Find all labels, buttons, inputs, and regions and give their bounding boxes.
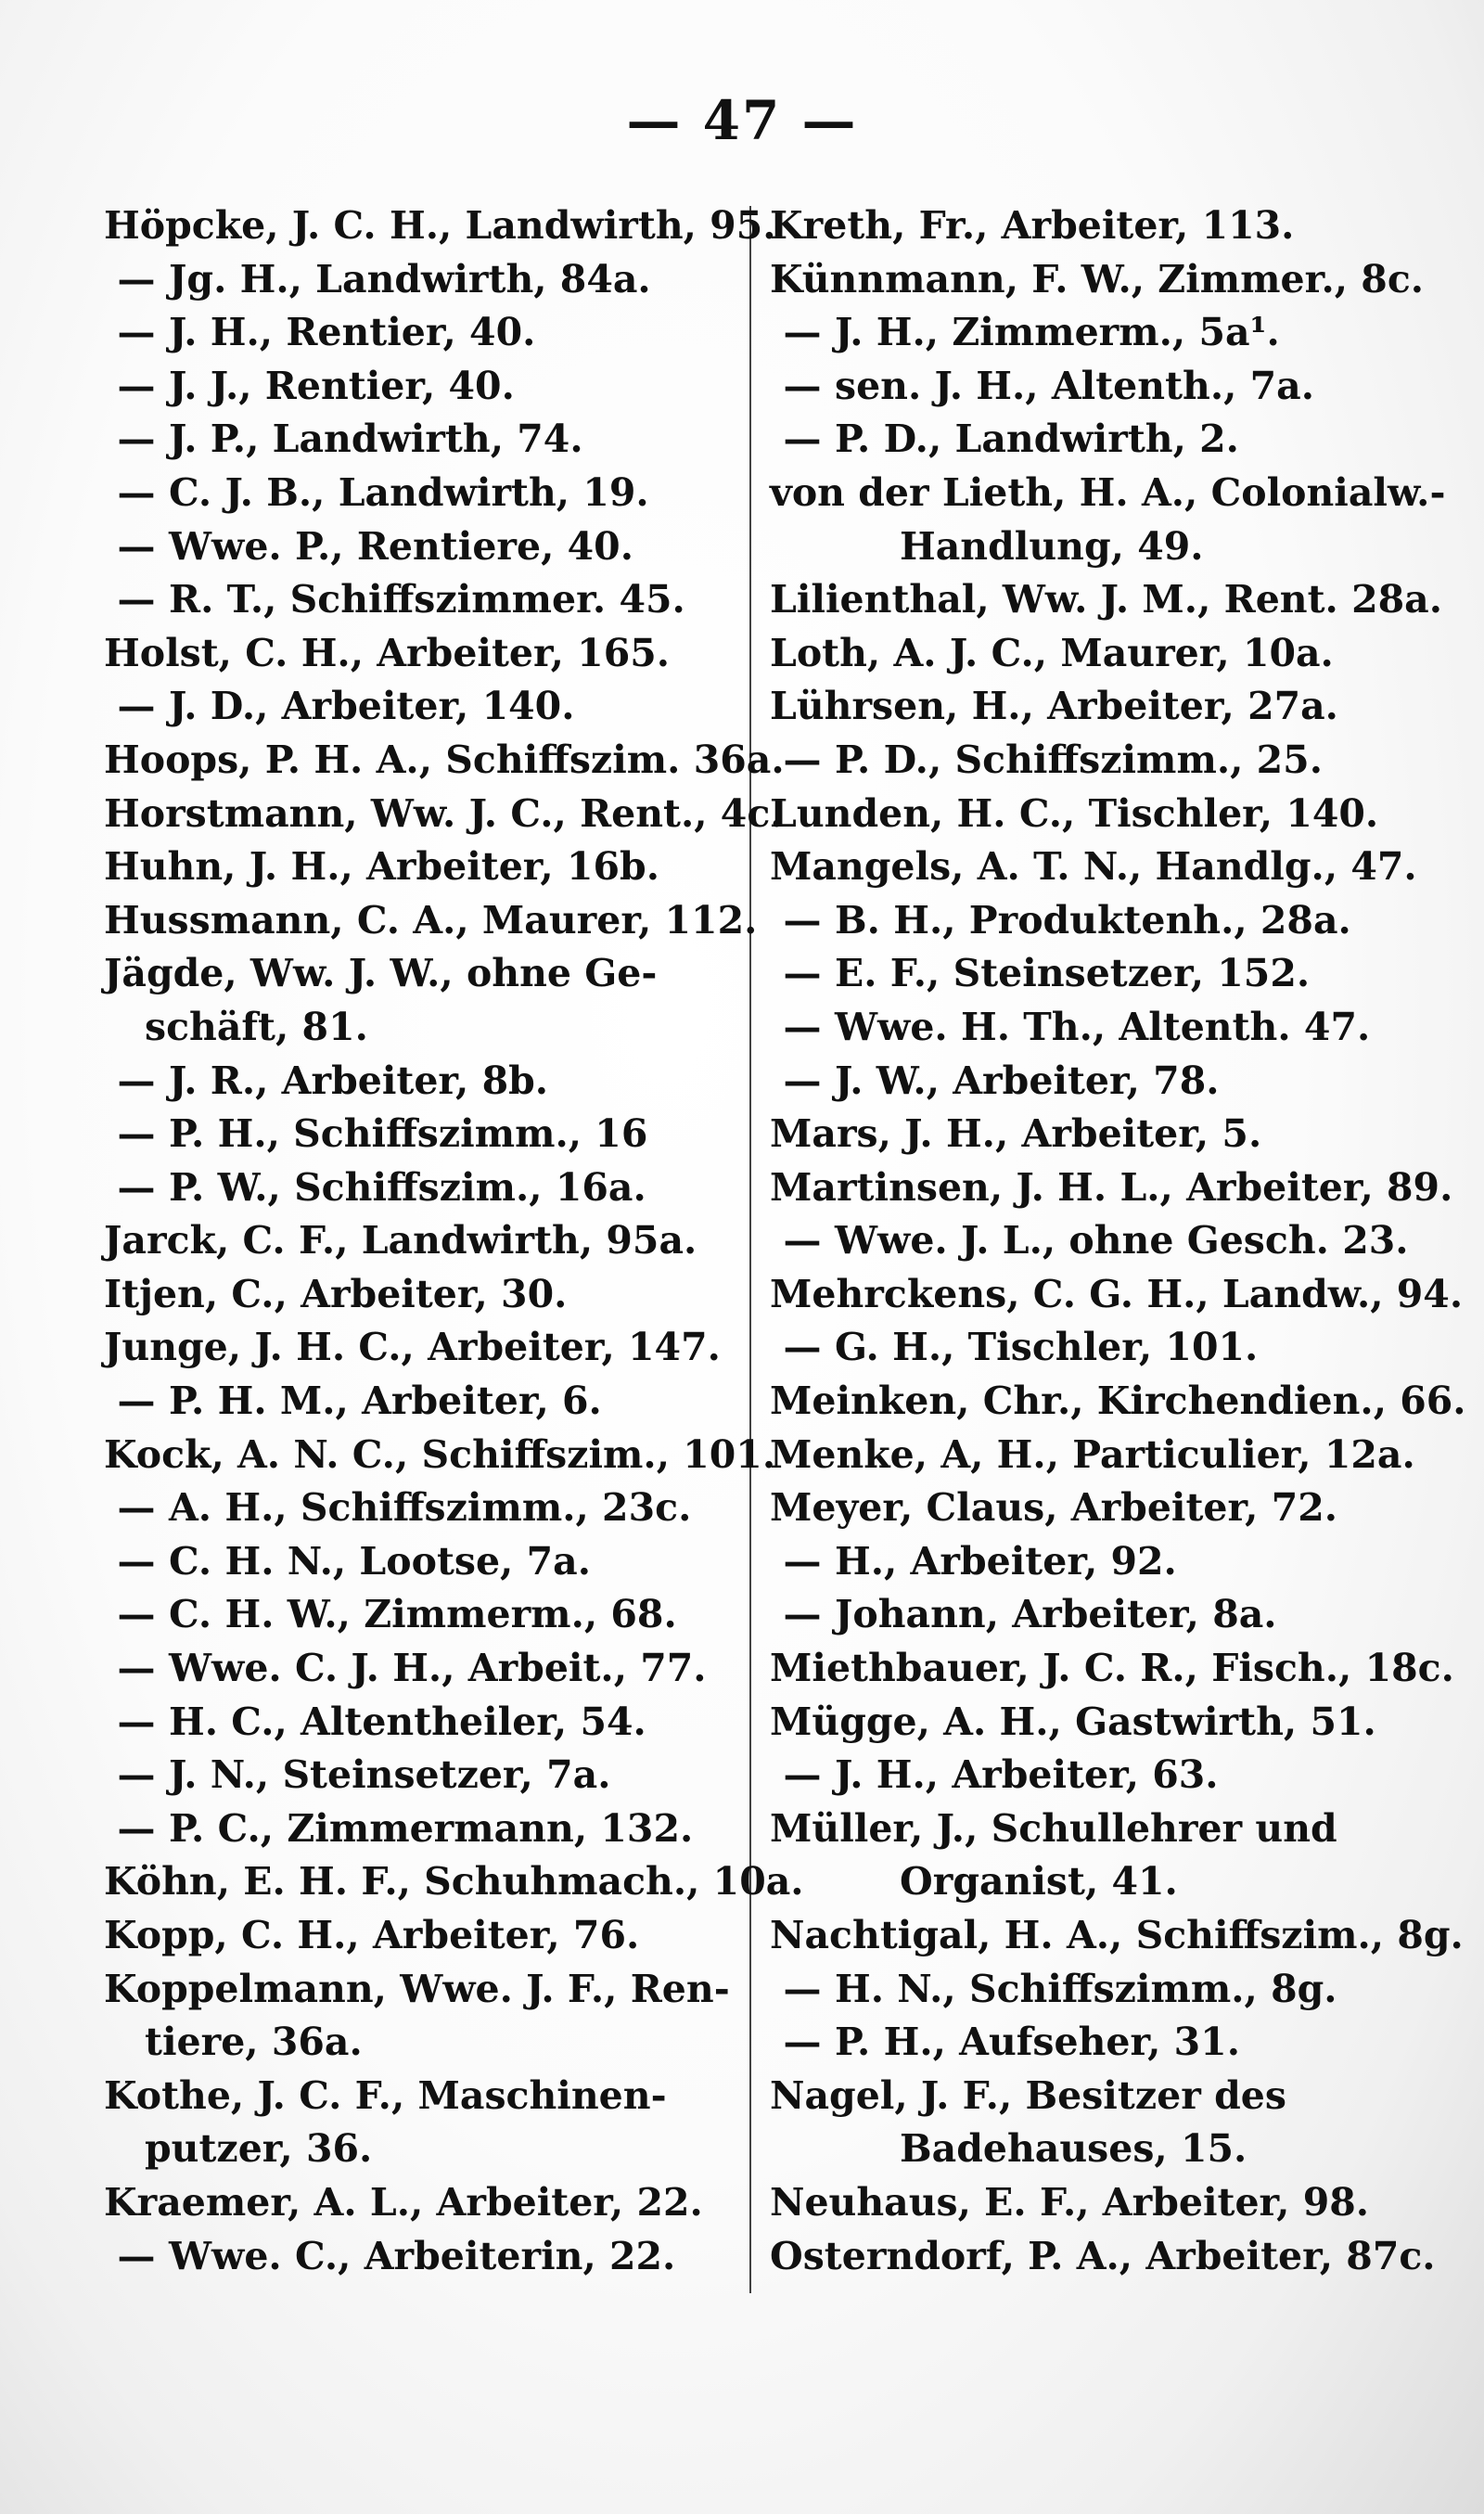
entry-text: Lilienthal, Ww. J. M., Rent. 28a. <box>770 577 1442 622</box>
entry-text: Itjen, C., Arbeiter, 30. <box>104 1271 568 1316</box>
page-number: — 47 — <box>626 89 858 152</box>
entry-text: Koppelmann, Wwe. J. F., Ren- <box>104 1966 730 2011</box>
directory-entry <box>770 1429 1419 1482</box>
directory-entry <box>770 2176 1419 2230</box>
entry-text: R. T., Schiffszimmer. 45. <box>169 577 685 622</box>
entry-text: Hussmann, C. A., Maurer, 112. <box>104 897 758 943</box>
directory-entry <box>770 2016 1419 2070</box>
entry-text: Mangels, A. T. N., Handlg., 47. <box>770 844 1417 890</box>
directory-entry <box>104 894 758 948</box>
ditto-dash: — <box>783 310 822 355</box>
directory-entry <box>104 947 735 1001</box>
directory-entry <box>770 894 1419 948</box>
directory-entry <box>770 1268 1464 1322</box>
entry-text: Kraemer, A. L., Arbeiter, 22. <box>104 2179 703 2225</box>
directory-entry <box>104 1642 735 1696</box>
ditto-dash: — <box>783 1058 822 1103</box>
entry-text: P. H. M., Arbeiter, 6. <box>169 1379 602 1424</box>
directory-entry <box>104 1802 735 1856</box>
entry-text: Mars, J. H., Arbeiter, 5. <box>770 1111 1262 1157</box>
entry-text: putzer, 36. <box>145 2126 373 2172</box>
directory-entry <box>104 306 735 360</box>
directory-entry <box>770 1375 1466 1429</box>
entry-text: Handlung, 49. <box>900 523 1204 569</box>
entry-text: Lunden, H. C., Tischler, 140. <box>770 790 1379 836</box>
ditto-dash: — <box>117 310 156 355</box>
ditto-dash: — <box>117 469 156 515</box>
directory-entry <box>770 947 1419 1001</box>
entry-text: Nagel, J. F., Besitzer des <box>770 2072 1286 2118</box>
directory-entry <box>104 1429 776 1482</box>
directory-entry <box>770 360 1419 414</box>
entry-text: schäft, 81. <box>145 1004 368 1049</box>
entry-text: Kothe, J. C. F., Maschinen- <box>104 2072 667 2118</box>
directory-entry <box>104 1214 735 1268</box>
ditto-dash: — <box>783 417 822 462</box>
directory-entry <box>770 1963 1419 2017</box>
entry-text: Meinken, Chr., Kirchendien., 66. <box>770 1379 1466 1424</box>
ditto-dash: — <box>117 417 156 462</box>
directory-entry <box>104 1161 735 1215</box>
directory-entry <box>104 467 735 520</box>
entry-text: J. H., Arbeiter, 63. <box>835 1752 1219 1798</box>
directory-entry <box>104 1855 804 1909</box>
entry-text: P. C., Zimmermann, 132. <box>169 1805 694 1851</box>
directory-entry <box>104 1375 735 1429</box>
ditto-dash: — <box>783 1325 822 1370</box>
directory-entry <box>770 1642 1454 1696</box>
directory-entry <box>770 734 1419 788</box>
entry-text: Osterndorf, P. A., Arbeiter, 87c. <box>770 2233 1436 2278</box>
directory-entry <box>104 840 735 894</box>
directory-entry <box>104 2176 735 2230</box>
ditto-dash: — <box>783 1004 822 1049</box>
ditto-dash: — <box>117 1111 156 1157</box>
ditto-dash: — <box>117 523 156 569</box>
entry-text: Kock, A. N. C., Schiffszim., 101. <box>104 1431 776 1477</box>
directory-entry <box>104 520 735 574</box>
entry-text: P. W., Schiffszim., 16a. <box>169 1164 646 1210</box>
ditto-dash: — <box>783 1752 822 1798</box>
directory-entry <box>104 1588 735 1642</box>
directory-entry <box>770 467 1446 520</box>
directory-entry <box>770 788 1419 841</box>
entry-text: Lührsen, H., Arbeiter, 27a. <box>770 684 1338 729</box>
directory-entry <box>104 253 735 307</box>
entry-text: Hoops, P. H. A., Schiffszim. 36a. <box>104 737 785 782</box>
entry-text: Müller, J., Schullehrer und <box>770 1805 1337 1851</box>
entry-text: E. F., Steinsetzer, 152. <box>835 951 1311 996</box>
directory-entry <box>104 2230 735 2284</box>
ditto-dash: — <box>783 737 822 782</box>
directory-entry <box>104 734 785 788</box>
entry-text: Organist, 41. <box>900 1859 1178 1905</box>
directory-entry <box>770 413 1419 467</box>
entry-text: Neuhaus, E. F., Arbeiter, 98. <box>770 2179 1370 2225</box>
entry-text: J. P., Landwirth, 74. <box>169 417 583 462</box>
ditto-dash: — <box>117 256 156 301</box>
ditto-dash: — <box>117 684 156 729</box>
entry-text: Künnmann, F. W., Zimmer., 8c. <box>770 256 1425 301</box>
entry-text: Mügge, A. H., Gastwirth, 51. <box>770 1699 1376 1744</box>
entry-text: Köhn, E. H. F., Schuhmach., 10a. <box>104 1859 804 1905</box>
entry-text: G. H., Tischler, 101. <box>835 1325 1259 1370</box>
entry-text: J. N., Steinsetzer, 7a. <box>169 1752 611 1798</box>
directory-entry <box>770 1909 1464 1963</box>
right-column <box>770 199 1466 2283</box>
entry-text: J. D., Arbeiter, 140. <box>169 684 575 729</box>
ditto-dash: — <box>117 1538 156 1584</box>
ditto-dash: — <box>117 1058 156 1103</box>
entry-text: Badehauses, 15. <box>900 2126 1247 2172</box>
directory-entry <box>770 1481 1419 1535</box>
directory-entry <box>104 1055 735 1109</box>
directory-entry <box>770 306 1419 360</box>
directory-entry <box>104 2070 735 2123</box>
ditto-dash: — <box>783 897 822 943</box>
directory-entry <box>770 253 1425 307</box>
entry-text: Johann, Arbeiter, 8a. <box>835 1592 1277 1637</box>
directory-entry <box>770 199 1419 253</box>
directory-entry <box>770 1108 1419 1161</box>
entry-text: C. J. B., Landwirth, 19. <box>169 469 649 515</box>
directory-entry <box>770 1321 1419 1375</box>
directory-entry <box>770 1855 1419 1909</box>
entry-text: H. C., Altentheiler, 54. <box>169 1699 646 1744</box>
entry-text: Huhn, J. H., Arbeiter, 16b. <box>104 844 659 890</box>
entry-text: Menke, A, H., Particulier, 12a. <box>770 1431 1415 1477</box>
entry-text: Nachtigal, H. A., Schiffszim., 8g. <box>770 1913 1464 1957</box>
entry-text: Martinsen, J. H. L., Arbeiter, 89. <box>770 1164 1453 1210</box>
entry-text: C. H. N., Lootse, 7a. <box>169 1538 591 1584</box>
entry-text: Jarck, C. F., Landwirth, 95a. <box>104 1218 697 1263</box>
entry-text: J. W., Arbeiter, 78. <box>835 1058 1220 1103</box>
ditto-dash: — <box>783 2020 822 2065</box>
column-divider <box>749 206 751 2293</box>
directory-entry <box>104 2123 735 2176</box>
ditto-dash: — <box>117 1164 156 1210</box>
entry-text: Meyer, Claus, Arbeiter, 72. <box>770 1485 1338 1531</box>
ditto-dash: — <box>783 1218 822 1263</box>
entry-text: P. D., Landwirth, 2. <box>835 417 1239 462</box>
directory-entry <box>770 1161 1453 1215</box>
entry-text: Horstmann, Ww. J. C., Rent., 4c. <box>104 790 784 836</box>
directory-entry <box>104 788 784 841</box>
ditto-dash: — <box>117 1379 156 1424</box>
directory-entry <box>104 1268 735 1322</box>
ditto-dash: — <box>117 1646 156 1691</box>
directory-entry <box>770 1535 1419 1589</box>
entry-text: J. R., Arbeiter, 8b. <box>169 1058 549 1103</box>
directory-entry <box>770 573 1442 627</box>
entry-text: Wwe. C., Arbeiterin, 22. <box>169 2233 676 2278</box>
directory-entry <box>104 627 735 681</box>
entry-text: Jg. H., Landwirth, 84a. <box>169 256 651 301</box>
entry-text: Jägde, Ww. J. W., ohne Ge- <box>104 951 658 996</box>
directory-entry <box>770 2070 1419 2123</box>
entry-text: P. H., Aufseher, 31. <box>835 2020 1240 2065</box>
entry-text: J. H., Rentier, 40. <box>169 310 536 355</box>
entry-text: Mehrckens, C. G. H., Landw., 94. <box>770 1271 1464 1316</box>
directory-entry <box>104 2016 735 2070</box>
ditto-dash: — <box>117 1805 156 1851</box>
ditto-dash: — <box>783 1592 822 1637</box>
directory-entry <box>104 1696 735 1750</box>
directory-entry <box>770 2230 1436 2284</box>
entry-text: Loth, A. J. C., Maurer, 10a. <box>770 630 1334 675</box>
entry-text: Höpcke, J. C. H., Landwirth, 95. <box>104 203 776 248</box>
directory-entry <box>770 1749 1419 1802</box>
directory-entry <box>770 520 1419 574</box>
directory-entry <box>770 2123 1419 2176</box>
entry-text: P. D., Schiffszimm., 25. <box>835 737 1323 782</box>
directory-entry <box>770 1696 1419 1750</box>
entry-text: Wwe. H. Th., Altenth. 47. <box>835 1004 1371 1049</box>
directory-entry <box>770 1055 1419 1109</box>
directory-entry <box>104 680 735 734</box>
ditto-dash: — <box>117 1752 156 1798</box>
directory-entry <box>104 1481 735 1535</box>
ditto-dash: — <box>117 363 156 408</box>
entry-text: J. H., Zimmerm., 5a¹. <box>835 310 1280 355</box>
entry-text: J. J., Rentier, 40. <box>169 363 515 408</box>
ditto-dash: — <box>783 1966 822 2011</box>
entry-text: von der Lieth, H. A., Colonialw.- <box>770 469 1446 515</box>
directory-entry <box>104 1749 735 1802</box>
directory-entry <box>770 1588 1419 1642</box>
entry-text: H., Arbeiter, 92. <box>835 1538 1177 1584</box>
directory-entry <box>104 1963 735 2017</box>
directory-entry <box>770 840 1419 894</box>
entry-text: tiere, 36a. <box>145 2020 363 2065</box>
directory-entry <box>104 1108 735 1161</box>
directory-entry <box>770 1214 1419 1268</box>
directory-entry <box>104 1321 735 1375</box>
entry-text: Wwe. C. J. H., Arbeit., 77. <box>169 1646 707 1691</box>
directory-entry <box>104 360 735 414</box>
directory-entry <box>770 1802 1419 1856</box>
entry-text: A. H., Schiffszimm., 23c. <box>169 1485 692 1531</box>
entry-text: Miethbauer, J. C. R., Fisch., 18c. <box>770 1646 1454 1691</box>
directory-entry <box>104 1909 735 1963</box>
directory-entry <box>104 1535 735 1589</box>
ditto-dash: — <box>117 1485 156 1531</box>
ditto-dash: — <box>783 951 822 996</box>
left-column <box>104 199 804 2283</box>
ditto-dash: — <box>117 1699 156 1744</box>
directory-entry <box>104 573 735 627</box>
entry-text: H. N., Schiffszimm., 8g. <box>835 1966 1337 2011</box>
directory-entry <box>770 680 1419 734</box>
entry-text: Holst, C. H., Arbeiter, 165. <box>104 630 671 675</box>
entry-text: P. H., Schiffszimm., 16 <box>169 1111 648 1157</box>
directory-entry <box>104 413 735 467</box>
entry-text: B. H., Produktenh., 28a. <box>835 897 1351 943</box>
ditto-dash: — <box>117 1592 156 1637</box>
entry-text: C. H. W., Zimmerm., 68. <box>169 1592 677 1637</box>
directory-entry <box>104 199 776 253</box>
entry-text: sen. J. H., Altenth., 7a. <box>835 363 1315 408</box>
ditto-dash: — <box>783 1538 822 1584</box>
entry-text: Wwe. J. L., ohne Gesch. 23. <box>835 1218 1409 1263</box>
entry-text: Junge, J. H. C., Arbeiter, 147. <box>104 1325 721 1370</box>
ditto-dash: — <box>783 363 822 408</box>
entry-text: Kopp, C. H., Arbeiter, 76. <box>104 1913 640 1957</box>
ditto-dash: — <box>117 577 156 622</box>
entry-text: Kreth, Fr., Arbeiter, 113. <box>770 203 1295 248</box>
directory-entry <box>770 627 1419 681</box>
entry-text: Wwe. P., Rentiere, 40. <box>169 523 633 569</box>
ditto-dash: — <box>117 2233 156 2278</box>
directory-entry <box>104 1001 735 1055</box>
directory-entry <box>770 1001 1419 1055</box>
